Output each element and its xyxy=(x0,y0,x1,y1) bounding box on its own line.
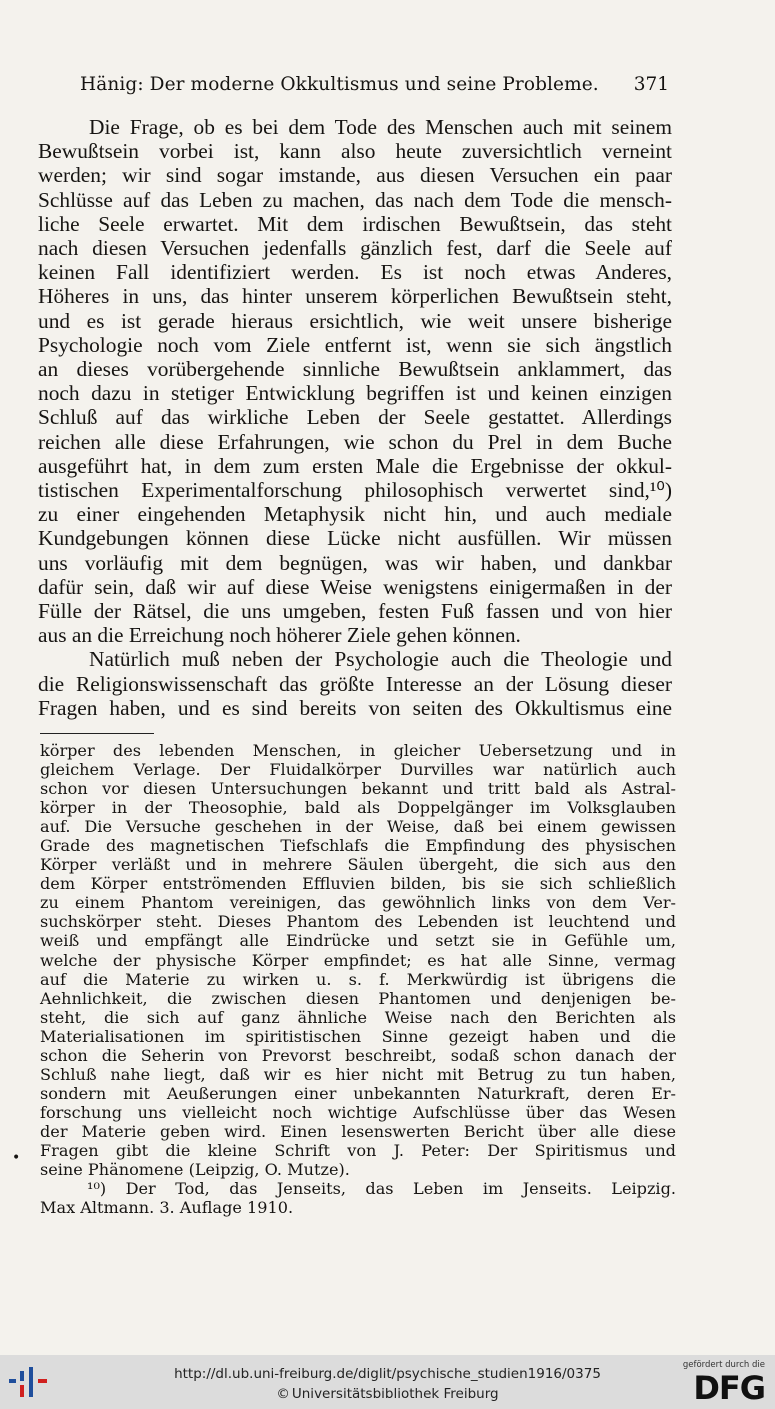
footnote-line: Fragen gibt die kleine Schrift von J. Peter: Der Spiritismus und xyxy=(40,1140,676,1160)
copyright-symbol: © xyxy=(276,1386,290,1402)
footnote-line: auf die Materie zu wirken u. s. f. Merkwürdig ist übrigens die xyxy=(40,969,676,989)
body-line: Natürlich muß neben der Psychologie auch die Theologie und xyxy=(89,647,672,672)
footnote-line: schon die Seherin von Prevorst beschreibt, sodaß schon danach der xyxy=(40,1045,676,1065)
dfg-logo[interactable]: DFG xyxy=(693,1369,765,1407)
body-line: ausgeführt hat, in dem zum ersten Male die Ergebnisse der okkul- xyxy=(38,453,672,478)
body-line: dafür sein, daß wir auf diese Weise wenigstens einigermaßen in der xyxy=(38,574,672,599)
body-line: Bewußtsein vorbei ist, kann also heute zuversichtlich verneint xyxy=(38,139,672,164)
running-head xyxy=(80,74,669,100)
body-line: Schluß auf das wirkliche Leben der Seele gestattet. Allerdings xyxy=(38,405,672,430)
footnotes xyxy=(40,741,676,1217)
footnote-line: Aehnlichkeit, die zwischen diesen Phantomen und denjenigen be- xyxy=(40,988,676,1008)
footnote-line: welche der physische Körper empfindet; es hat alle Sinne, vermag xyxy=(40,950,676,970)
footnote-line: suchskörper steht. Dieses Phantom des Lebenden ist leuchtend und xyxy=(40,912,676,932)
body-line: Psychologie noch vom Ziele entfernt ist, wenn sie sich ängstlich xyxy=(38,332,672,357)
margin-mark: • xyxy=(12,1150,21,1166)
running-title: Hänig: Der moderne Okkultismus und seine Probleme. xyxy=(80,74,599,95)
body-line: werden; wir sind sogar imstande, aus diesen Versuchen ein paar xyxy=(38,163,672,188)
copyright-text: Universitätsbibliothek Freiburg xyxy=(291,1386,499,1402)
body-line: nach diesen Versuchen jedenfalls gänzlich fest, darf die Seele auf xyxy=(38,236,672,261)
body-line: liche Seele erwartet. Mit dem irdischen Bewußtsein, das steht xyxy=(38,211,672,236)
body-line: an dieses vorübergehende sinnliche Bewußtsein anklammert, das xyxy=(38,357,672,382)
footnote-line: Max Altmann. 3. Auflage 1910. xyxy=(40,1198,294,1218)
footnote-line: Körper verläßt und in mehrere Säulen übergeht, die sich aus den xyxy=(40,855,676,875)
body-line: Schlüsse auf das Leben zu machen, das nach dem Tode die mensch- xyxy=(38,187,672,212)
footnote-line: dem Körper entströmenden Effluvien bilden, bis sie sich schließlich xyxy=(40,874,676,894)
footnote-line: steht, die sich auf ganz ähnliche Weise nach den Berichten als xyxy=(40,1007,676,1027)
body-line: Höheres in uns, das hinter unserem körperlichen Bewußtsein steht, xyxy=(38,284,672,309)
footnote-line: zu einem Phantom vereinigen, das gewöhnlich links von dem Ver- xyxy=(40,893,676,913)
footnote-line: weiß und empfängt alle Eindrücke und setzt sie in Gefühle um, xyxy=(40,931,676,951)
footnote-line: forschung uns vielleicht noch wichtige Aufschlüsse über das Wesen xyxy=(40,1102,676,1122)
viewer-footer xyxy=(0,1355,775,1409)
dfg-caption: gefördert durch die xyxy=(682,1360,765,1370)
footnote-line: sondern mit Aeußerungen einer unbekannten Naturkraft, deren Er- xyxy=(40,1083,676,1103)
body-line: Fülle der Rätsel, die uns umgeben, festen Fuß fassen und von hier xyxy=(38,599,672,624)
body-line: Die Frage, ob es bei dem Tode des Menschen auch mit seinem xyxy=(89,115,672,139)
footnote-line: schon vor diesen Untersuchungen bekannt und tritt bald als Astral- xyxy=(40,779,676,799)
footnote-line: körper in der Theosophie, bald als Doppelgänger im Volksglauben xyxy=(40,798,676,818)
footnote-divider xyxy=(40,733,154,734)
footnote-line: körper des lebenden Menschen, in gleicher Uebersetzung und in xyxy=(40,741,676,760)
footnote-line: gleichem Verlage. Der Fluidalkörper Durvilles war natürlich auch xyxy=(40,760,676,780)
body-line: die Religionswissenschaft das größte Interesse an der Lösung dieser xyxy=(38,671,672,696)
footnote-line: auf. Die Versuche geschehen in der Weise, daß bei einem gewissen xyxy=(40,817,676,837)
footnote-line: der Materie geben wird. Einen lesenswerten Bericht über alle diese xyxy=(40,1121,676,1141)
body-line: uns vorläufig mit dem begnügen, was wir haben, und dankbar xyxy=(38,550,672,575)
body-line: zu einer eingehenden Metaphysik nicht hin, und auch mediale xyxy=(38,502,672,527)
body-text xyxy=(38,115,672,720)
footnote-line: Schluß nahe liegt, daß wir es hier nicht mit Betrug zu tun haben, xyxy=(40,1064,676,1084)
footnote-line: Grade des magnetischen Tiefschlafs die Empfindung des physischen xyxy=(40,836,676,856)
body-line: keinen Fall identifiziert werden. Es ist noch etwas Anderes, xyxy=(38,260,672,285)
copyright-notice xyxy=(0,1386,775,1402)
body-line: und es ist gerade hieraus ersichtlich, wie weit unsere bisherige xyxy=(38,308,672,333)
body-line: tistischen Experimentalforschung philosophisch verwertet sind,¹⁰) xyxy=(38,478,672,503)
body-line: reichen alle diese Erfahrungen, wie schon du Prel in dem Buche xyxy=(38,429,672,454)
footnote-line: ¹⁰) Der Tod, das Jenseits, das Leben im Jenseits. Leipzig. xyxy=(87,1179,676,1199)
document-url[interactable]: http://dl.ub.uni-freiburg.de/diglit/psychische_studien1916/0375 xyxy=(174,1366,601,1382)
page-number: 371 xyxy=(633,74,669,95)
body-line: noch dazu in stetiger Entwicklung begriffen ist und keinen einzigen xyxy=(38,381,672,406)
footnote-line: seine Phänomene (Leipzig, O. Mutze). xyxy=(40,1160,350,1180)
body-line: aus an die Erreichung noch höherer Ziele gehen können. xyxy=(38,623,521,648)
footnote-line: Materialisationen im spiritistischen Sinne gezeigt haben und die xyxy=(40,1026,676,1046)
body-line: Fragen haben, und es sind bereits von seiten des Okkultismus eine xyxy=(38,695,672,720)
body-line: Kundgebungen können diese Lücke nicht ausfüllen. Wir müssen xyxy=(38,526,672,551)
